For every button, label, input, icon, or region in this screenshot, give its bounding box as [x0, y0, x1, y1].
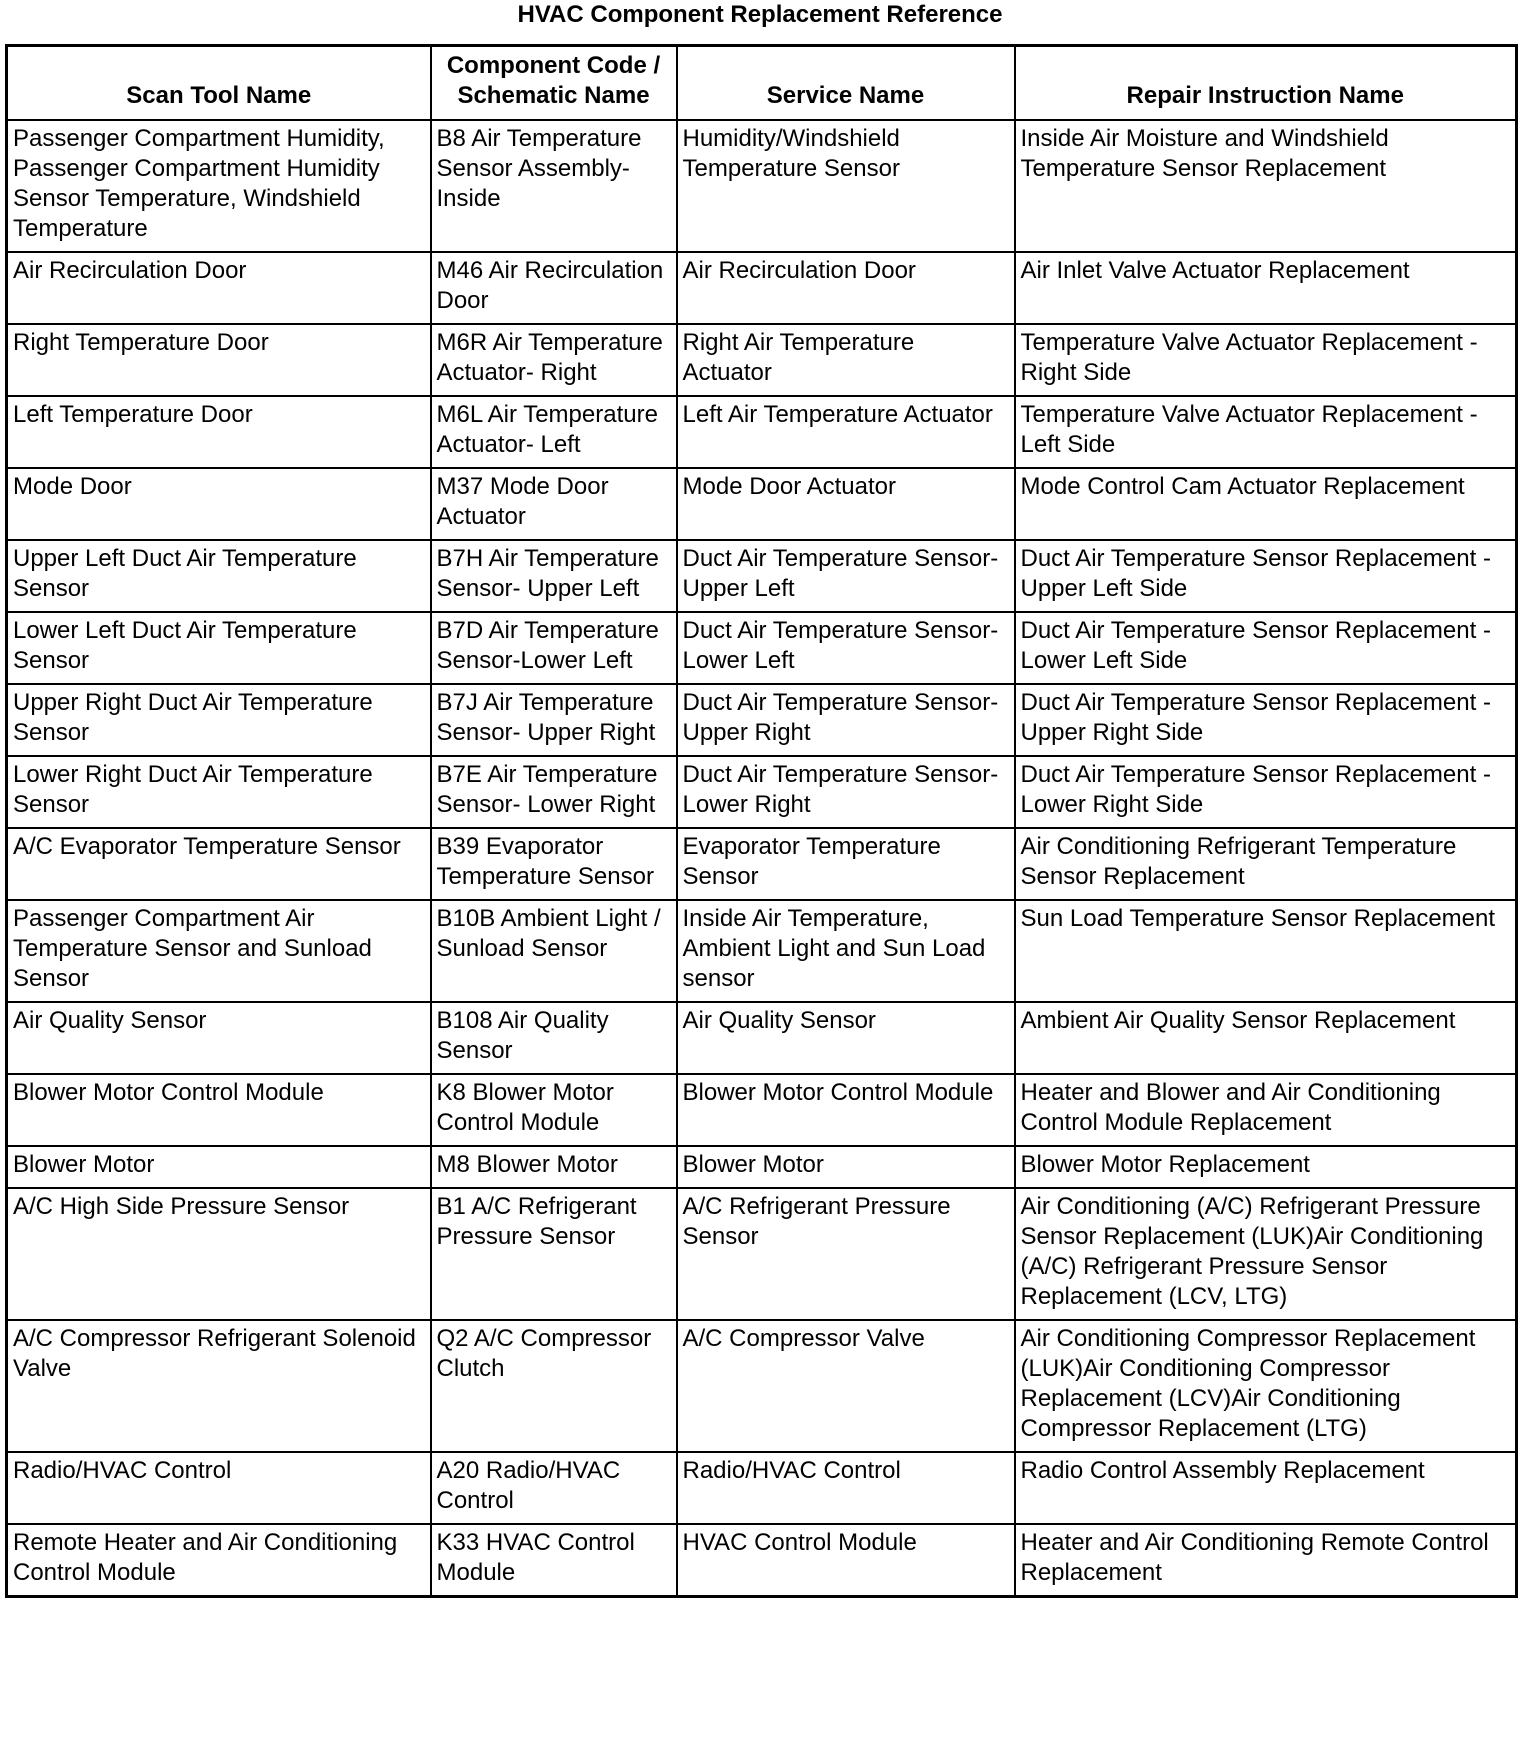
table-row: [7, 468, 1517, 540]
table-row: [7, 540, 1517, 612]
service-name-cell: Blower Motor: [677, 1146, 1015, 1188]
scan-tool-name-cell: Air Recirculation Door: [7, 252, 431, 324]
scan-tool-name-cell: Right Temperature Door: [7, 324, 431, 396]
table-row: [7, 1452, 1517, 1524]
header-component-code-line1: Component Code /: [446, 52, 661, 79]
service-name-cell: Left Air Temperature Actuator: [677, 396, 1015, 468]
repair-instruction-cell: Heater and Air Conditioning Remote Control Replacement: [1015, 1524, 1517, 1597]
table-row: [7, 900, 1517, 1002]
service-name-cell: Duct Air Temperature Sensor- Lower Right: [677, 756, 1015, 828]
repair-instruction-cell: Radio Control Assembly Replacement: [1015, 1452, 1517, 1524]
service-name-cell: Evaporator Temperature Sensor: [677, 828, 1015, 900]
scan-tool-name-cell: Air Quality Sensor: [7, 1002, 431, 1074]
table-row: [7, 252, 1517, 324]
table-row: [7, 1002, 1517, 1074]
scan-tool-name-cell: Mode Door: [7, 468, 431, 540]
table-row: [7, 324, 1517, 396]
table-row: [7, 1074, 1517, 1146]
table-row: [7, 828, 1517, 900]
component-code-cell: B39 Evaporator Temperature Sensor: [431, 828, 677, 900]
component-code-cell: B108 Air Quality Sensor: [431, 1002, 677, 1074]
service-name-cell: Right Air Temperature Actuator: [677, 324, 1015, 396]
component-code-cell: B7E Air Temperature Sensor- Lower Right: [431, 756, 677, 828]
service-name-cell: Mode Door Actuator: [677, 468, 1015, 540]
component-code-cell: B10B Ambient Light / Sunload Sensor: [431, 900, 677, 1002]
scan-tool-name-cell: Remote Heater and Air Conditioning Control Module: [7, 1524, 431, 1597]
scan-tool-name-cell: Blower Motor: [7, 1146, 431, 1188]
component-code-cell: B8 Air Temperature Sensor Assembly- Inside: [431, 120, 677, 252]
scan-tool-name-cell: Passenger Compartment Air Temperature Sensor and Sunload Sensor: [7, 900, 431, 1002]
repair-instruction-cell: Blower Motor Replacement: [1015, 1146, 1517, 1188]
service-name-cell: Duct Air Temperature Sensor- Upper Right: [677, 684, 1015, 756]
table-row: [7, 684, 1517, 756]
service-name-cell: A/C Compressor Valve: [677, 1320, 1015, 1452]
component-code-cell: B7J Air Temperature Sensor- Upper Right: [431, 684, 677, 756]
table-row: [7, 396, 1517, 468]
repair-instruction-cell: Duct Air Temperature Sensor Replacement - Lower Right Side: [1015, 756, 1517, 828]
table-row: [7, 612, 1517, 684]
repair-instruction-cell: Air Conditioning Compressor Replacement (LUK)Air Conditioning Compressor Replacement (LCV)Air Conditioning Compressor Replacement (LTG): [1015, 1320, 1517, 1452]
repair-instruction-cell: Temperature Valve Actuator Replacement - Right Side: [1015, 324, 1517, 396]
repair-instruction-cell: Ambient Air Quality Sensor Replacement: [1015, 1002, 1517, 1074]
scan-tool-name-cell: Radio/HVAC Control: [7, 1452, 431, 1524]
repair-instruction-cell: Air Conditioning Refrigerant Temperature Sensor Replacement: [1015, 828, 1517, 900]
scan-tool-name-cell: A/C High Side Pressure Sensor: [7, 1188, 431, 1320]
scan-tool-name-cell: A/C Compressor Refrigerant Solenoid Valve: [7, 1320, 431, 1452]
component-code-cell: B7H Air Temperature Sensor- Upper Left: [431, 540, 677, 612]
component-code-cell: M8 Blower Motor: [431, 1146, 677, 1188]
table-body: [7, 120, 1517, 1597]
service-name-cell: Blower Motor Control Module: [677, 1074, 1015, 1146]
scan-tool-name-cell: Lower Right Duct Air Temperature Sensor: [7, 756, 431, 828]
service-name-cell: Inside Air Temperature, Ambient Light and Sun Load sensor: [677, 900, 1015, 1002]
scan-tool-name-cell: Upper Left Duct Air Temperature Sensor: [7, 540, 431, 612]
component-reference-table: [5, 44, 1518, 1598]
header-service-name: Service Name: [677, 46, 1015, 121]
repair-instruction-cell: Air Inlet Valve Actuator Replacement: [1015, 252, 1517, 324]
service-name-cell: Humidity/Windshield Temperature Sensor: [677, 120, 1015, 252]
scan-tool-name-cell: Upper Right Duct Air Temperature Sensor: [7, 684, 431, 756]
repair-instruction-cell: Duct Air Temperature Sensor Replacement - Upper Left Side: [1015, 540, 1517, 612]
service-name-cell: A/C Refrigerant Pressure Sensor: [677, 1188, 1015, 1320]
repair-instruction-cell: Heater and Blower and Air Conditioning Control Module Replacement: [1015, 1074, 1517, 1146]
scan-tool-name-cell: Left Temperature Door: [7, 396, 431, 468]
table-row: [7, 756, 1517, 828]
header-scan-tool-name: Scan Tool Name: [7, 46, 431, 121]
repair-instruction-cell: Inside Air Moisture and Windshield Temperature Sensor Replacement: [1015, 120, 1517, 252]
component-code-cell: A20 Radio/HVAC Control: [431, 1452, 677, 1524]
service-name-cell: HVAC Control Module: [677, 1524, 1015, 1597]
scan-tool-name-cell: Blower Motor Control Module: [7, 1074, 431, 1146]
service-name-cell: Radio/HVAC Control: [677, 1452, 1015, 1524]
scan-tool-name-cell: Lower Left Duct Air Temperature Sensor: [7, 612, 431, 684]
table-row: [7, 1524, 1517, 1597]
component-code-cell: M6R Air Temperature Actuator- Right: [431, 324, 677, 396]
table-row: [7, 1188, 1517, 1320]
repair-instruction-cell: Sun Load Temperature Sensor Replacement: [1015, 900, 1517, 1002]
component-code-cell: M46 Air Recirculation Door: [431, 252, 677, 324]
service-name-cell: Duct Air Temperature Sensor- Upper Left: [677, 540, 1015, 612]
component-code-cell: M37 Mode Door Actuator: [431, 468, 677, 540]
header-component-code: [431, 46, 677, 121]
scan-tool-name-cell: A/C Evaporator Temperature Sensor: [7, 828, 431, 900]
component-code-cell: M6L Air Temperature Actuator- Left: [431, 396, 677, 468]
page-title: HVAC Component Replacement Reference: [517, 1, 1003, 28]
component-code-cell: B7D Air Temperature Sensor-Lower Left: [431, 612, 677, 684]
service-name-cell: Air Recirculation Door: [677, 252, 1015, 324]
component-code-cell: B1 A/C Refrigerant Pressure Sensor: [431, 1188, 677, 1320]
service-name-cell: Air Quality Sensor: [677, 1002, 1015, 1074]
table-header-row: [7, 46, 1517, 121]
component-code-cell: K33 HVAC Control Module: [431, 1524, 677, 1597]
repair-instruction-cell: Temperature Valve Actuator Replacement - Left Side: [1015, 396, 1517, 468]
table-row: [7, 1146, 1517, 1188]
scan-tool-name-cell: Passenger Compartment Humidity, Passenger Compartment Humidity Sensor Temperature, Windshield Temperature: [7, 120, 431, 252]
service-name-cell: Duct Air Temperature Sensor- Lower Left: [677, 612, 1015, 684]
component-code-cell: Q2 A/C Compressor Clutch: [431, 1320, 677, 1452]
repair-instruction-cell: Air Conditioning (A/C) Refrigerant Pressure Sensor Replacement (LUK)Air Conditioning (A/C) Refrigerant Pressure Sensor Replacement (LCV, LTG): [1015, 1188, 1517, 1320]
repair-instruction-cell: Duct Air Temperature Sensor Replacement - Upper Right Side: [1015, 684, 1517, 756]
header-component-code-line2: Schematic Name: [457, 82, 650, 109]
table-row: [7, 1320, 1517, 1452]
table-row: [7, 120, 1517, 252]
repair-instruction-cell: Mode Control Cam Actuator Replacement: [1015, 468, 1517, 540]
component-code-cell: K8 Blower Motor Control Module: [431, 1074, 677, 1146]
header-repair-instruction-name: Repair Instruction Name: [1015, 46, 1517, 121]
repair-instruction-cell: Duct Air Temperature Sensor Replacement - Lower Left Side: [1015, 612, 1517, 684]
